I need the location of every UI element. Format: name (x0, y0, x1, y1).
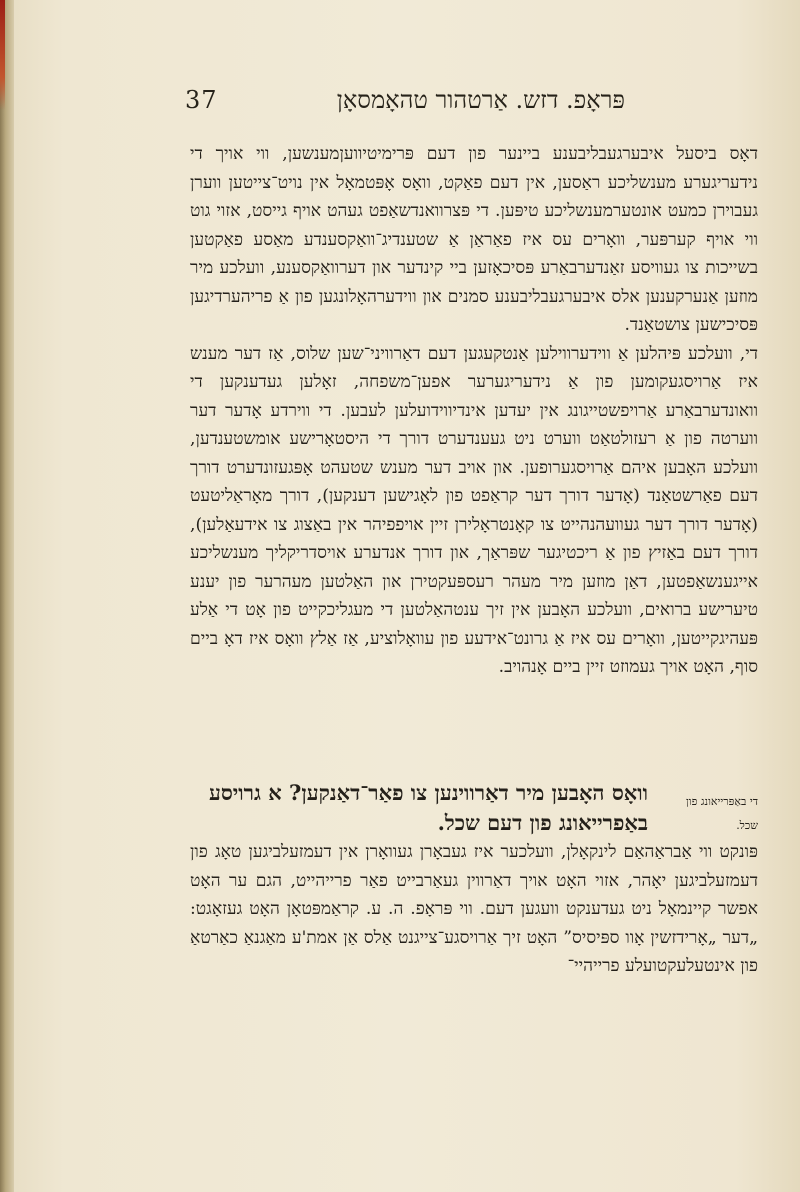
book-spine (0, 0, 14, 1192)
margin-side-note: די באַפּרייאונג פון שכל. (685, 795, 758, 832)
page-number: 37 (185, 86, 218, 114)
page-header (185, 86, 625, 126)
paragraph-3: פּונקט ווי אַבראַהאַם לינקאָלן, וועלכער איז געבאָרן געוואָרן אין דעמזעלביגען טאָג פון דעמזעלביגען יאָהר, אזוי האָט אויך דאַרווין געאַרבייט פאַר פרייהייט, הגם ער האָט אפשר קיינמאָל ניט געדענקט וועגען דעם. ווי פּראָפ. ה. ע. קראַמפּטאָן האָט געזאָגט: „דער „אָרידזשין אָוו ספּיסיס” האָט זיך אַרויסגע־צייגנט אַלס אַן אמת'ע מאַגנאַ כאַרטאַ פון אינטעלעקטועלע פרייהיי־ (190, 842, 758, 976)
running-head: פּראָפ. דזש. אַרטהור טהאָמסאָן (336, 86, 625, 114)
paragraph-1: דאָס ביסעל איבערגעבליבענע ביינער פון דעם פּרימיטיוועןמענשען, ווי אויך די נידעריגערע מענשליכע ראַסען, אין דעם פאַקט, וואָס אָפּטמאָל אין נויט־צייטען ווערן געבוירן כמעט אונטערמענשליכע טיפּען. די פּצרוואנדשאַפט געהט אויף גייסט, אזוי גוט ווי אויף קערפּער, וואָרים עס איז פאַראַן אַ שטענדיג־וואַקסענדע מאַסע פאַקטען בשייכות צו געוויסע זאַנדערבאַרע פּסיכאָזען ביי קינדער און דערוואַקסענע, וועלכע מיר מוזען אַנערקענען אלס איבערגעבליבענע סמנים און ווידערהאָלונגען פון אַ פריהערדיגען פּסיכישען צושטאַנד. (190, 144, 758, 335)
main-text (190, 140, 758, 682)
section-heading: וואָס האָבען מיר דאַרווינען צו פאַר־דאַנקען? א גרויסע באַפרייאונג פון דעם שכל. (208, 780, 648, 835)
spine-bookmark-mark (0, 0, 5, 110)
section-liberation (190, 778, 758, 981)
paragraph-2: די, וועלכע פּיהלען אַ ווידערווילען אַנטקעגען דעם דאַרוויני־שען שלוס, אַז דער מענש איז אַרויסגעקומען פון אַ נידעריגערער אפען־משפחה, זאָלען געדענקען די וואונדערבאַרע אַרויפשטייגונג אין יעדען אינדיווידועלען לעבען. די ווירדע אָדער דער ווערטה פון אַ רעזולטאַט ווערט ניט געענדערט דורך די היסטאָרישע אומשטענדען, וועלכע האָבען איהם אַרויסגערופען. און אויב דער מענש שטעהט אָפּגעזונדערט דורך דעם פאַרשטאַנד (אָדער דורך דער קראַפט פון לאָגישען דענקען), דורך מאָראַליטעט (אָדער דורך דער געוועהנהייט צו קאָנטראָלירן זיין אויפפיהר אין באַצוג צו אידעאַלען), דורך דעם באַזיץ פון אַ ריכטיגער שפּראַך, און דורך אנדערע אויסדריקליך מענשליכע אייגענשאַפטען, דאַן מוזען מיר מעהר רעספּעקטירן און האַלטען מעהרער פון יענע טיערישע ברואים, וועלכע האָבען אין זיך ענטהאַלטען די מעגליכקייט פון אָט די אַלע פּעהיגקייטען, וואָרים עס איז אַ גרונט־אידעע פון עוואָלוציע, אַז אַלץ וואָס איז דאָ ביים סוף, האָט אויך געמוזט זיין ביים אָנהויב. (190, 343, 758, 677)
